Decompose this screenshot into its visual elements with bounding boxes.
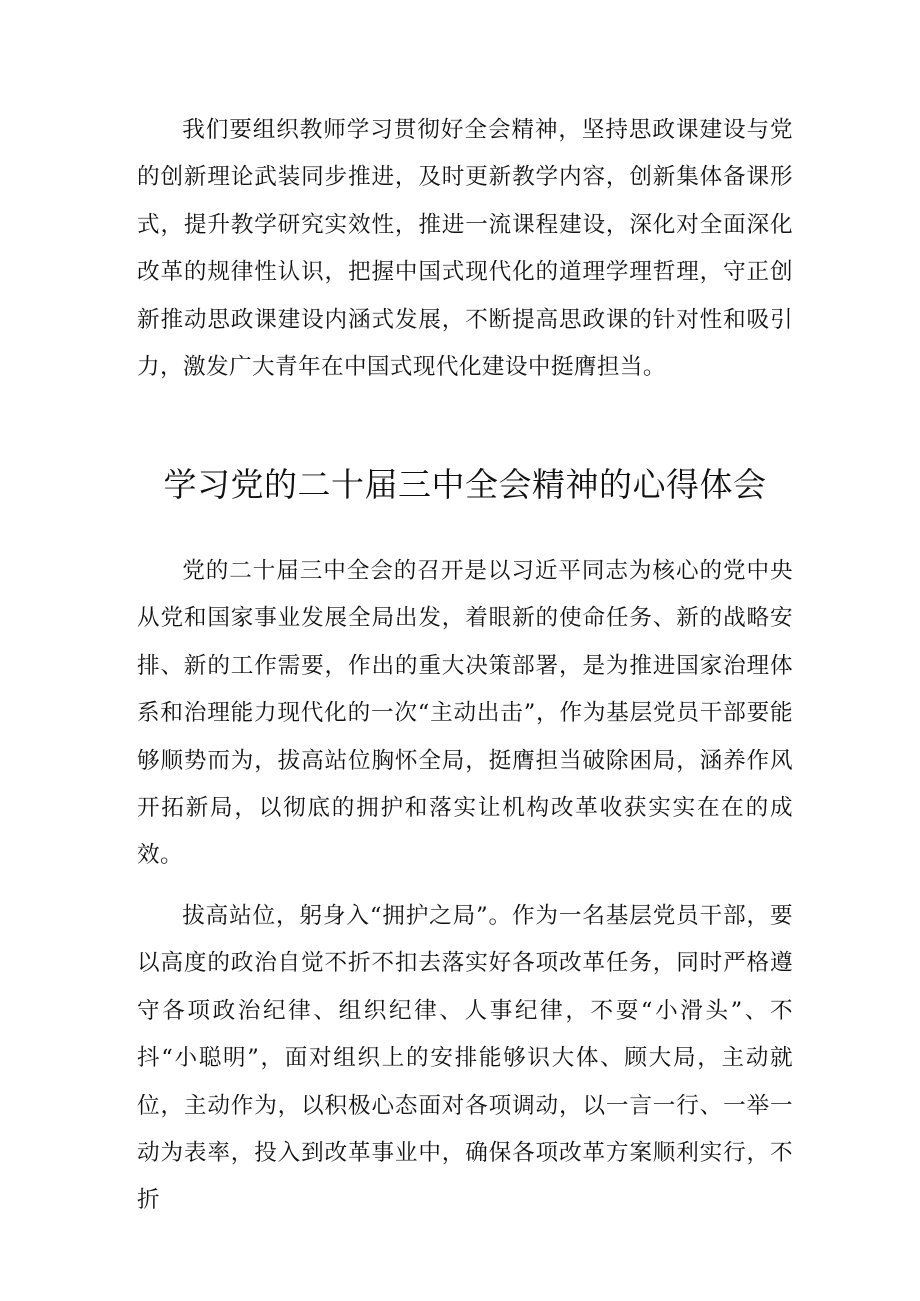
document-title: 学习党的二十届三中全会精神的心得体会	[163, 465, 767, 504]
body-paragraph-2: 党的二十届三中全会的召开是以习近平同志为核心的党中央从党和国家事业发展全局出发，着眼新的使命任务、新的战略安排、新的工作需要，作出的重大决策部署，是为推进国家治理体系和治理能力现代化的一次“主动出击”，作为基层党员干部要能够顺势而为，拔高站位胸怀全局，挺膺担当破除困局，涵养作风开拓新局，以彻底的拥护和落实让机构改革收获实实在在的成效。	[137, 558, 793, 869]
body-paragraph-3: 拔高站位，躬身入“拥护之局”。作为一名基层党员干部，要以高度的政治自觉不折不扣去落实好各项改革任务，同时严格遵守各项政治纪律、组织纪律、人事纪律，不耍“小滑头”、不抖“小聪明”，面对组织上的安排能够识大体、顾大局，主动就位，主动作为，以积极心态面对各项调动，以一言一行、一举一动为表率，投入到改革事业中，确保各项改革方案顺利实行，不折	[137, 903, 793, 1214]
body-paragraph-1: 我们要组织教师学习贯彻好全会精神，坚持思政课建设与党的创新理论武装同步推进，及时更新教学内容，创新集体备课形式，提升教学研究实效性，推进一流课程建设，深化对全面深化改革的规律性认识，把握中国式现代化的道理学理哲理，守正创新推动思政课建设内涵式发展，不断提高思政课的针对性和吸引力，激发广大青年在中国式现代化建设中挺膺担当。	[137, 117, 793, 381]
